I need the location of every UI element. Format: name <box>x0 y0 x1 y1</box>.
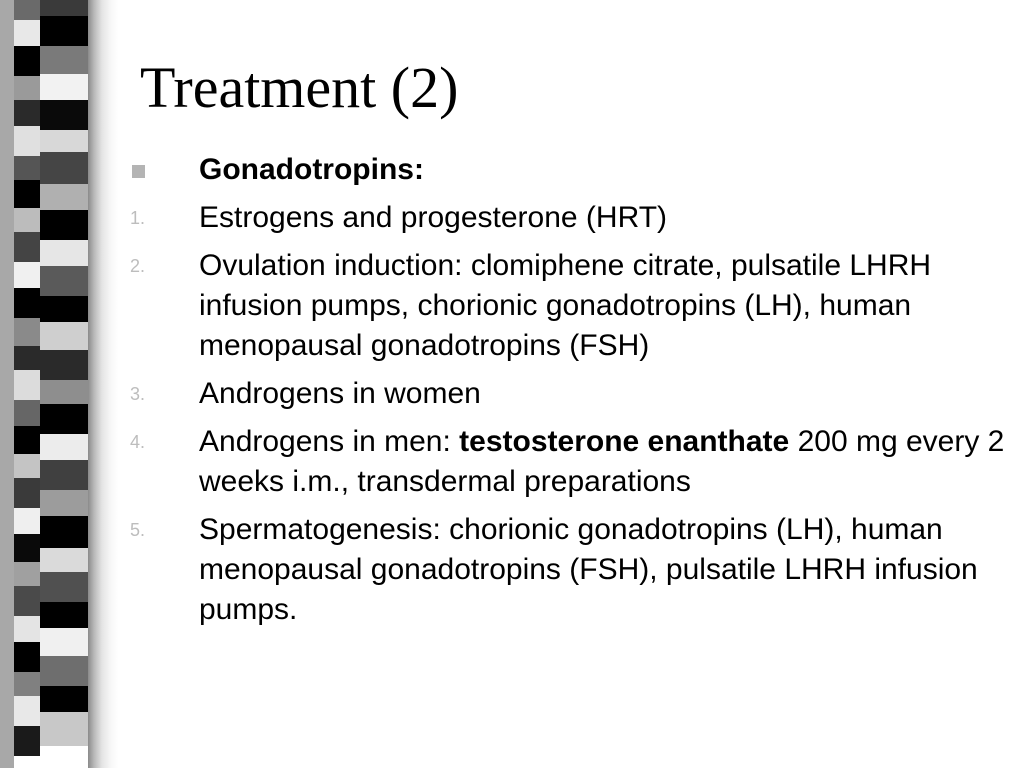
list-item-text <box>199 425 1004 498</box>
list-number: 1. <box>130 208 146 228</box>
bullet-list <box>128 150 1008 638</box>
strip-column-right <box>40 0 88 768</box>
list-number: 3. <box>130 384 146 404</box>
list-item-text: Ovulation induction: clomiphene citrate, pulsatile LHRH infusion pumps, chorionic gonadotropins (LH), human menopausal gonadotropins (FSH) <box>199 249 932 362</box>
list-number: 4. <box>130 432 146 452</box>
list-item <box>128 510 1008 630</box>
list-number: 2. <box>130 256 146 276</box>
strip-column-left <box>14 0 40 768</box>
square-bullet-icon <box>132 165 145 178</box>
list-item-text: Androgens in women <box>199 377 481 410</box>
list-heading: Gonadotropins: <box>199 153 424 186</box>
list-item <box>128 198 1008 238</box>
list-item-bold-text: testosterone enanthate <box>459 425 790 458</box>
list-item-text: Spermatogenesis: chorionic gonadotropins (LH), human menopausal gonadotropins (FSH), pulsatile LHRH infusion pumps. <box>199 513 978 626</box>
list-item-heading <box>128 150 1008 190</box>
list-item <box>128 374 1008 414</box>
list-item <box>128 422 1008 502</box>
decorative-strip <box>0 0 118 768</box>
list-number: 5. <box>130 520 146 540</box>
slide-title: Treatment (2) <box>140 55 459 120</box>
list-item-text-end: 200 mg every 2 weeks i.m., transdermal preparations <box>199 425 1005 498</box>
list-item <box>128 246 1008 366</box>
list-item-text-start: Androgens in men: <box>199 425 460 458</box>
list-item-text: Estrogens and progesterone (HRT) <box>199 201 668 234</box>
